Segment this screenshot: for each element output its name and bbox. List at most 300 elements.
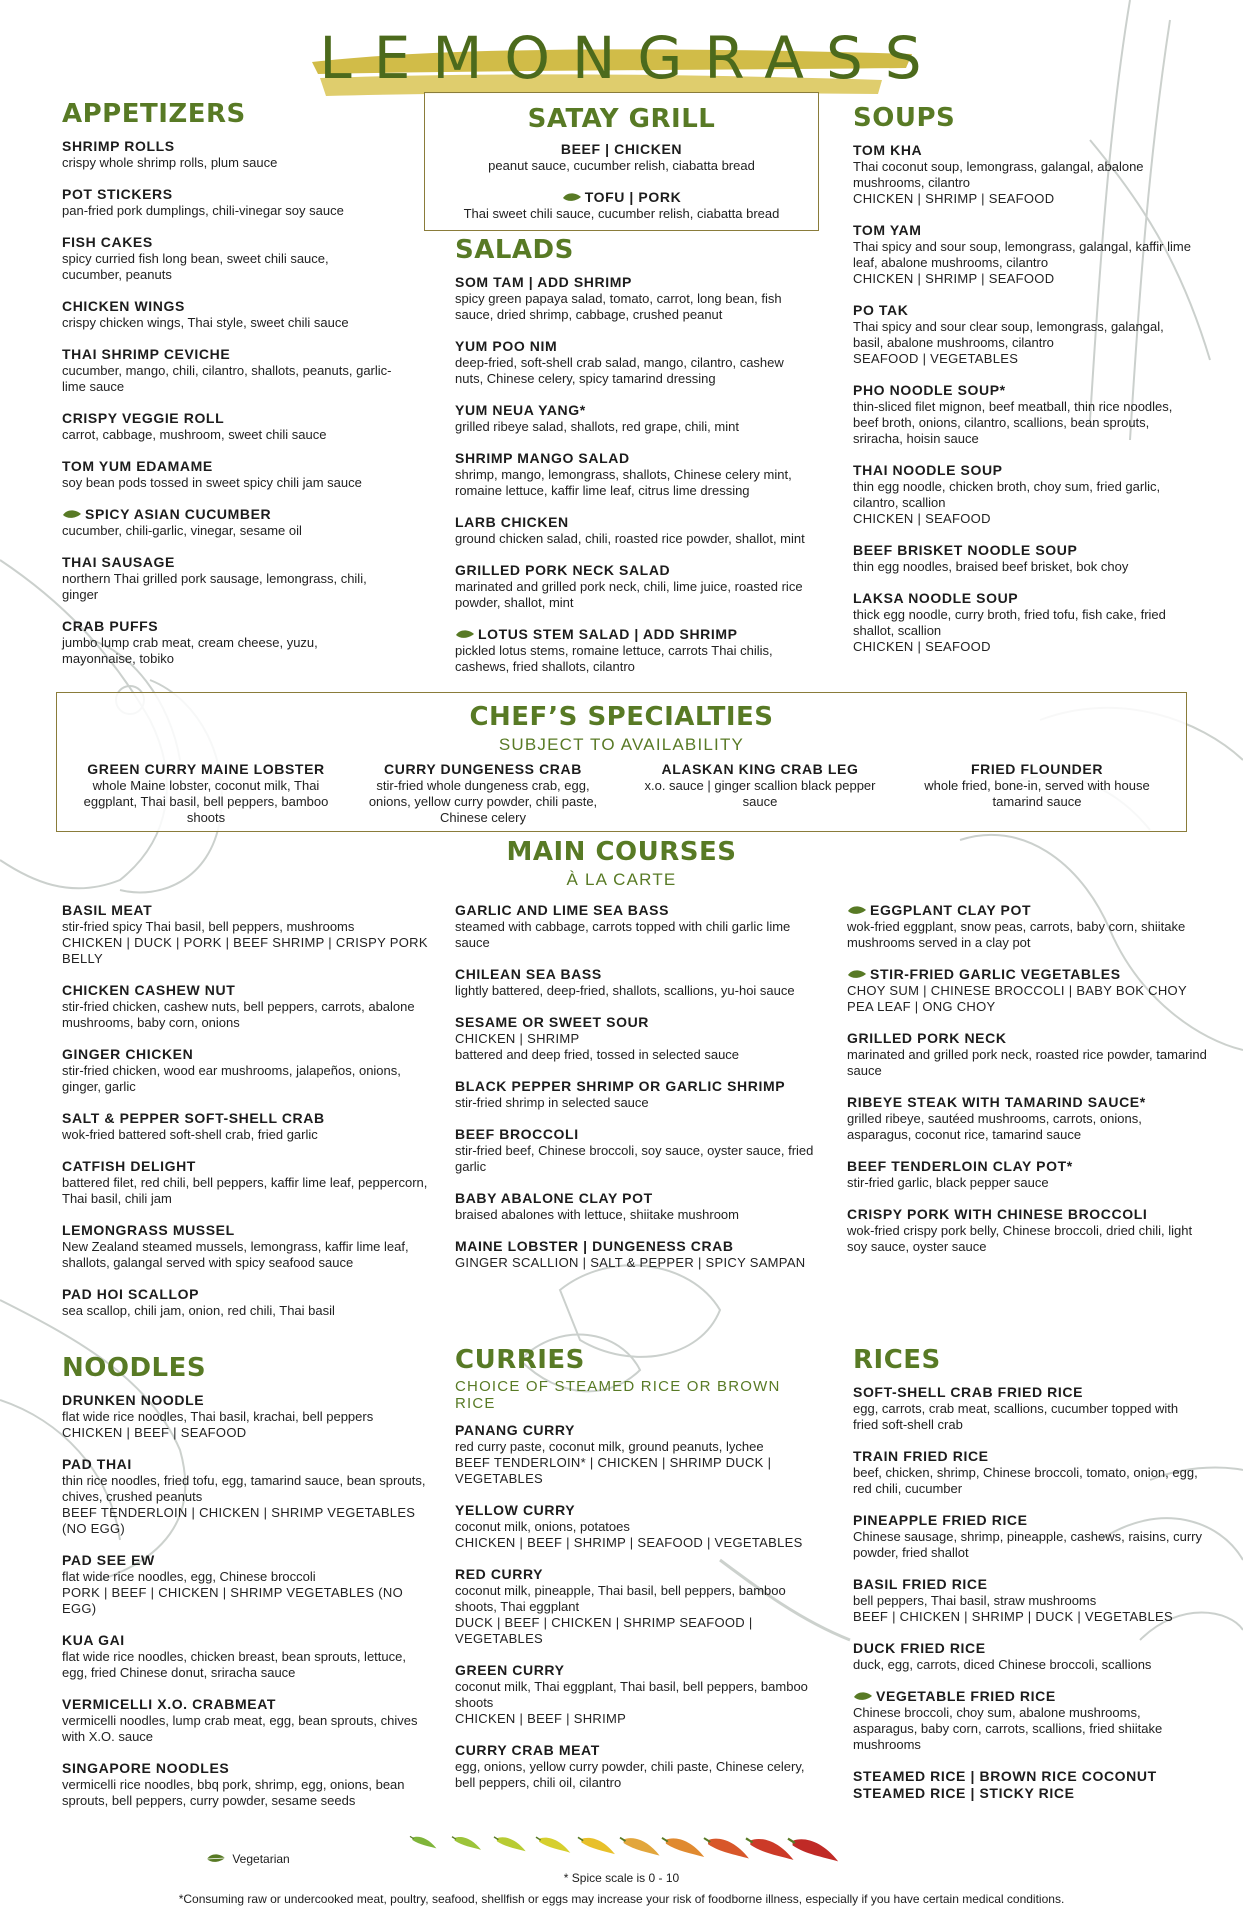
menu-item-name-text: PANANG CURRY xyxy=(455,1422,575,1438)
menu-item xyxy=(62,1392,432,1441)
chili-pepper-icon xyxy=(620,1838,660,1856)
menu-item-description: coconut milk, onions, potatoes xyxy=(455,1519,630,1534)
menu-item-name xyxy=(853,302,1193,319)
menu-item-description: cucumber, chili-garlic, vinegar, sesame oil xyxy=(62,523,302,538)
menu-item-name xyxy=(853,1512,1203,1529)
menu-item xyxy=(62,1046,432,1095)
menu-item xyxy=(455,1742,825,1791)
menu-item-name xyxy=(853,1576,1203,1593)
section-heading: SOUPS xyxy=(853,103,956,133)
menu-item-options: GINGER SCALLION | SALT & PEPPER | SPICY SAMPAN xyxy=(455,1255,806,1270)
menu-item xyxy=(455,1078,825,1111)
menu-item-name-text: SOM TAM | ADD SHRIMP xyxy=(455,274,632,290)
chefs-specialties-box xyxy=(56,692,1187,832)
menu-item-name-text: THAI NOODLE SOUP xyxy=(853,462,1003,478)
menu-item-description: wok-fried crispy pork belly, Chinese broccoli, dried chili, light soy sauce, oyster sauce xyxy=(847,1223,1193,1254)
menu-item-options: BEEF TENDERLOIN | CHICKEN | SHRIMP VEGETABLES (NO EGG) xyxy=(62,1505,416,1536)
soups-section xyxy=(853,102,1193,670)
menu-item-name-text: GREEN CURRY MAINE LOBSTER xyxy=(87,761,325,777)
menu-item-description: grilled ribeye salad, shallots, red grape, chili, mint xyxy=(455,419,739,434)
menu-item xyxy=(455,1662,825,1727)
menu-item-name xyxy=(847,966,1207,983)
menu-item-description: coconut milk, Thai eggplant, Thai basil, bell peppers, bamboo shoots xyxy=(455,1679,808,1710)
menu-item-name-text: VERMICELLI X.O. CRABMEAT xyxy=(62,1696,277,1712)
menu-item-options: CHICKEN | SHRIMP | SEAFOOD xyxy=(853,191,1055,206)
menu-item-name-text: PO TAK xyxy=(853,302,909,318)
menu-item-description: duck, egg, carrots, diced Chinese broccoli, scallions xyxy=(853,1657,1152,1672)
menu-item-description: northern Thai grilled pork sausage, lemongrass, chili, ginger xyxy=(62,571,367,602)
menu-item-name xyxy=(455,1566,825,1583)
menu-item-name xyxy=(62,1392,432,1409)
menu-item-description: flat wide rice noodles, egg, Chinese broccoli xyxy=(62,1569,316,1584)
menu-item-name xyxy=(455,626,815,643)
section-heading: CURRIES xyxy=(455,1345,585,1375)
menu-item-name xyxy=(81,761,331,778)
menu-item-name xyxy=(455,1014,825,1031)
menu-item-name xyxy=(62,618,392,635)
menu-item-name xyxy=(455,402,815,419)
menu-item-description: Chinese broccoli, choy sum, abalone mushrooms, asparagus, baby corn, carrots, scallions, fried shiitake mushrooms xyxy=(853,1705,1163,1752)
menu-item-description: Chinese sausage, shrimp, pineapple, cashews, raisins, curry powder, fried shallot xyxy=(853,1529,1203,1560)
menu-item xyxy=(62,1286,432,1319)
menu-item-name xyxy=(853,222,1193,239)
menu-item-options: CHICKEN | BEEF | SHRIMP xyxy=(455,1711,627,1726)
menu-item-name-text: DRUNKEN NOODLE xyxy=(62,1392,205,1408)
menu-item xyxy=(62,234,392,283)
menu-item-name-text: TRAIN FRIED RICE xyxy=(853,1448,989,1464)
menu-item-description: spicy green papaya salad, tomato, carrot, long bean, fish sauce, dried shrimp, cabbage, crushed peanut xyxy=(455,291,782,322)
menu-item-name-text: THAI SAUSAGE xyxy=(62,554,175,570)
menu-item-name-text: TOM YUM EDAMAME xyxy=(62,458,213,474)
menu-item-name xyxy=(847,1158,1207,1175)
menu-item-options: BEEF TENDERLOIN* | CHICKEN | SHRIMP DUCK | VEGETABLES xyxy=(455,1455,772,1486)
menu-item-name xyxy=(62,1158,432,1175)
menu-item-name-text: SHRIMP ROLLS xyxy=(62,138,175,154)
menu-item xyxy=(358,761,608,826)
menu-item xyxy=(853,382,1193,447)
menu-item-description: marinated and grilled pork neck, roasted rice powder, tamarind sauce xyxy=(847,1047,1207,1078)
menu-item-description: grilled ribeye, sautéed mushrooms, carrots, onions, asparagus, coconut rice, tamarind sauce xyxy=(847,1111,1142,1142)
menu-item-name-text: CRISPY PORK WITH CHINESE BROCCOLI xyxy=(847,1206,1148,1222)
menu-item-name-text: YELLOW CURRY xyxy=(455,1502,576,1518)
chili-pepper-icon xyxy=(662,1838,704,1857)
main-courses-col3 xyxy=(847,902,1207,1270)
menu-item xyxy=(62,618,392,667)
menu-item-name-text: CATFISH DELIGHT xyxy=(62,1158,196,1174)
menu-item-name xyxy=(853,1448,1203,1465)
menu-item xyxy=(912,761,1162,826)
menu-item xyxy=(847,1094,1207,1143)
menu-item-description: peanut sauce, cucumber relish, ciabatta bread xyxy=(488,158,755,173)
menu-item-description: pickled lotus stems, romaine lettuce, carrots Thai chilis, cashews, fried shallots, cilantro xyxy=(455,643,773,674)
menu-item xyxy=(62,458,392,491)
menu-item xyxy=(455,562,815,611)
section-subheading: SUBJECT TO AVAILABILITY xyxy=(498,735,745,754)
menu-item xyxy=(455,450,815,499)
menu-item-name-text: CHICKEN WINGS xyxy=(62,298,185,314)
menu-item-name xyxy=(62,410,392,427)
restaurant-title: LEMONGRASS xyxy=(319,24,944,92)
leaf-icon xyxy=(206,1853,226,1864)
chili-pepper-icon xyxy=(410,1836,436,1848)
menu-item-name xyxy=(853,462,1193,479)
menu-item-name-text: STEAMED RICE | BROWN RICE COCONUT STEAMED RICE | STICKY RICE xyxy=(853,1768,1157,1801)
chili-pepper-icon xyxy=(494,1837,526,1851)
leaf-icon xyxy=(847,969,867,980)
menu-item-name xyxy=(455,274,815,291)
menu-item-description: cucumber, mango, chili, cilantro, shallots, peanuts, garlic-lime sauce xyxy=(62,363,392,394)
menu-item xyxy=(847,902,1207,951)
menu-item-options: CHICKEN | BEEF | SHRIMP | SEAFOOD | VEGETABLES xyxy=(455,1535,803,1550)
menu-item-name xyxy=(62,1286,432,1303)
menu-item-description: Thai coconut soup, lemongrass, galangal, abalone mushrooms, cilantro xyxy=(853,159,1144,190)
curries-section xyxy=(455,1344,825,1806)
menu-item-name-text: POT STICKERS xyxy=(62,186,173,202)
menu-item-name-text: SALT & PEPPER SOFT-SHELL CRAB xyxy=(62,1110,325,1126)
menu-item xyxy=(455,966,825,999)
menu-item-description: bell peppers, Thai basil, straw mushrooms xyxy=(853,1593,1097,1608)
menu-item-name xyxy=(853,142,1193,159)
menu-item-description: stir-fried chicken, wood ear mushrooms, jalapeños, onions, ginger, garlic xyxy=(62,1063,401,1094)
menu-item xyxy=(62,1760,432,1809)
menu-item-options: CHICKEN | SEAFOOD xyxy=(853,639,991,654)
section-heading: NOODLES xyxy=(62,1353,207,1383)
menu-item xyxy=(455,902,825,951)
menu-item-name xyxy=(455,902,825,919)
menu-item-description: vermicelli noodles, lump crab meat, egg, bean sprouts, chives with X.O. sauce xyxy=(62,1713,418,1744)
menu-item-description: braised abalones with lettuce, shiitake mushroom xyxy=(455,1207,739,1222)
menu-item-name xyxy=(62,902,432,919)
menu-item xyxy=(62,346,392,395)
menu-item-name-text: CHILEAN SEA BASS xyxy=(455,966,602,982)
main-courses-header xyxy=(0,836,1243,900)
menu-item-name xyxy=(62,1456,432,1473)
section-heading: RICES xyxy=(853,1345,941,1375)
menu-item xyxy=(455,1422,825,1487)
menu-item-description: ground chicken salad, chili, roasted rice powder, shallot, mint xyxy=(455,531,805,546)
menu-item xyxy=(62,138,392,171)
menu-item xyxy=(455,1126,825,1175)
menu-item-name xyxy=(425,189,818,206)
chili-pepper-icon xyxy=(536,1837,570,1853)
menu-item-name xyxy=(455,1238,825,1255)
menu-item-description: stir-fried spicy Thai basil, bell peppers, mushrooms xyxy=(62,919,355,934)
menu-item-name xyxy=(62,554,392,571)
menu-item-name-text: BASIL MEAT xyxy=(62,902,153,918)
menu-item-name-text: BABY ABALONE CLAY POT xyxy=(455,1190,653,1206)
menu-item-name-text: PHO NOODLE SOUP* xyxy=(853,382,1006,398)
menu-item-description: Thai spicy and sour soup, lemongrass, galangal, kaffir lime leaf, abalone mushrooms, cilantro xyxy=(853,239,1191,270)
menu-item-name-text: EGGPLANT CLAY POT xyxy=(870,902,1032,918)
menu-item xyxy=(62,1552,432,1617)
menu-item xyxy=(635,761,885,826)
menu-item-description: egg, carrots, crab meat, scallions, cucumber topped with fried soft-shell crab xyxy=(853,1401,1179,1432)
menu-item-description: flat wide rice noodles, chicken breast, bean sprouts, lettuce, egg, fried Chinese donut, sriracha sauce xyxy=(62,1649,406,1680)
section-subheading: À LA CARTE xyxy=(566,870,677,889)
menu-item-name xyxy=(847,1206,1207,1223)
menu-item xyxy=(62,1158,432,1207)
menu-item xyxy=(62,902,432,967)
menu-item-name xyxy=(853,1640,1203,1657)
chili-pepper-icon xyxy=(704,1838,749,1858)
menu-item xyxy=(62,506,392,539)
menu-item-description: wok-fried battered soft-shell crab, fried garlic xyxy=(62,1127,318,1142)
menu-item-name xyxy=(455,1422,825,1439)
menu-item-options: CHICKEN | DUCK | PORK | BEEF SHRIMP | CRISPY PORK BELLY xyxy=(62,935,428,966)
menu-item-name xyxy=(853,382,1193,399)
menu-item xyxy=(62,982,432,1031)
chili-pepper-icon xyxy=(788,1839,838,1862)
menu-item-name xyxy=(853,1384,1203,1401)
menu-item-description: steamed with cabbage, carrots topped with chili garlic lime sauce xyxy=(455,919,791,950)
chili-pepper-icon xyxy=(746,1838,794,1860)
menu-item-description: vermicelli rice noodles, bbq pork, shrimp, egg, onions, bean sprouts, bell peppers, curry powder, sesame seeds xyxy=(62,1777,405,1808)
menu-item-name-text: PAD SEE EW xyxy=(62,1552,155,1568)
menu-item-name-text: MAINE LOBSTER | DUNGENESS CRAB xyxy=(455,1238,734,1254)
menu-item-description: pan-fried pork dumplings, chili-vinegar soy sauce xyxy=(62,203,344,218)
menu-item-name xyxy=(62,1110,432,1127)
menu-item-name-text: CURRY CRAB MEAT xyxy=(455,1742,600,1758)
menu-item-description: crispy whole shrimp rolls, plum sauce xyxy=(62,155,278,170)
menu-item-name-text: TOM KHA xyxy=(853,142,923,158)
menu-item xyxy=(853,302,1193,367)
menu-item-name-text: STIR-FRIED GARLIC VEGETABLES xyxy=(870,966,1121,982)
menu-item-description: deep-fried, soft-shell crab salad, mango, cilantro, cashew nuts, Chinese celery, spicy tamarind dressing xyxy=(455,355,784,386)
menu-item-name xyxy=(635,761,885,778)
menu-item-name xyxy=(425,141,818,158)
menu-item xyxy=(455,1238,825,1271)
menu-item xyxy=(853,1688,1203,1753)
menu-item-name xyxy=(455,1502,825,1519)
menu-item-description: soy bean pods tossed in sweet spicy chili jam sauce xyxy=(62,475,362,490)
menu-item xyxy=(853,1512,1203,1561)
menu-item-description: battered and deep fried, tossed in selected sauce xyxy=(455,1047,740,1062)
menu-item-name-text: SESAME OR SWEET SOUR xyxy=(455,1014,650,1030)
menu-item-name-text: LEMONGRASS MUSSEL xyxy=(62,1222,235,1238)
menu-item-name-text: SPICY ASIAN CUCUMBER xyxy=(85,506,272,522)
menu-item-options: CHICKEN | SHRIMP | SEAFOOD xyxy=(853,271,1055,286)
menu-item-name xyxy=(455,514,815,531)
menu-item-name xyxy=(62,186,392,203)
menu-item-name-text: BEEF BRISKET NOODLE SOUP xyxy=(853,542,1078,558)
menu-item-name-text: GRILLED PORK NECK SALAD xyxy=(455,562,671,578)
menu-item xyxy=(62,410,392,443)
menu-item xyxy=(847,1158,1207,1191)
menu-item xyxy=(455,1014,825,1063)
menu-item-name xyxy=(455,450,815,467)
menu-item-description: Thai spicy and sour clear soup, lemongrass, galangal, basil, abalone mushrooms, cilantro xyxy=(853,319,1164,350)
salads-section xyxy=(455,234,815,690)
leaf-icon xyxy=(847,905,867,916)
menu-item-options: DUCK | BEEF | CHICKEN | SHRIMP SEAFOOD | VEGETABLES xyxy=(455,1615,753,1646)
menu-item-name-text: KUA GAI xyxy=(62,1632,125,1648)
menu-item-description: thin egg noodle, chicken broth, choy sum, fried garlic, cilantro, scallion xyxy=(853,479,1161,510)
menu-item-description: shrimp, mango, lemongrass, shallots, Chinese celery mint, romaine lettuce, kaffir lime leaf, citrus lime dressing xyxy=(455,467,792,498)
menu-item xyxy=(455,338,815,387)
menu-item xyxy=(853,590,1193,655)
menu-item-description: stir-fried whole dungeness crab, egg, onions, yellow curry powder, chili paste, Chinese celery xyxy=(368,778,598,825)
spice-scale xyxy=(400,1826,840,1866)
chili-pepper-icon xyxy=(452,1837,481,1850)
section-heading: MAIN COURSES xyxy=(506,837,737,867)
menu-item xyxy=(853,1576,1203,1625)
menu-item-name-text: BASIL FRIED RICE xyxy=(853,1576,988,1592)
main-courses-col1 xyxy=(62,902,432,1334)
menu-item-name-text: CRAB PUFFS xyxy=(62,618,159,634)
menu-item-name-text: FISH CAKES xyxy=(62,234,153,250)
menu-item-description: New Zealand steamed mussels, lemongrass, kaffir lime leaf, shallots, galangal served with spicy seafood sauce xyxy=(62,1239,409,1270)
menu-item-name-text: CRISPY VEGGIE ROLL xyxy=(62,410,225,426)
menu-item-name-text: BLACK PEPPER SHRIMP OR GARLIC SHRIMP xyxy=(455,1078,786,1094)
chili-pepper-icon xyxy=(578,1837,615,1854)
menu-item xyxy=(62,186,392,219)
menu-item xyxy=(853,542,1193,575)
noodles-section xyxy=(62,1352,432,1824)
leaf-icon xyxy=(853,1691,873,1702)
section-heading: SALADS xyxy=(455,235,574,265)
menu-item-name-text: PINEAPPLE FRIED RICE xyxy=(853,1512,1028,1528)
menu-item xyxy=(853,1768,1203,1802)
menu-item xyxy=(853,142,1193,207)
menu-item-description: jumbo lump crab meat, cream cheese, yuzu, mayonnaise, tobiko xyxy=(62,635,318,666)
menu-item xyxy=(62,1222,432,1271)
main-courses-col2 xyxy=(455,902,825,1286)
menu-item-name-text: LAKSA NOODLE SOUP xyxy=(853,590,1019,606)
menu-item-name xyxy=(62,1222,432,1239)
section-subheading: CHOICE OF STEAMED RICE OR BROWN RICE xyxy=(455,1378,781,1412)
menu-item-name-text: TOM YAM xyxy=(853,222,922,238)
menu-item-name xyxy=(62,138,392,155)
menu-item-name xyxy=(62,1632,432,1649)
menu-item-options: CHOY SUM | CHINESE BROCCOLI | BABY BOK CHOY PEA LEAF | ONG CHOY xyxy=(847,983,1187,1014)
menu-item-name-text: YUM POO NIM xyxy=(455,338,558,354)
menu-item-description: marinated and grilled pork neck, chili, lime juice, roasted rice powder, shallot, mint xyxy=(455,579,803,610)
menu-item xyxy=(455,1190,825,1223)
leaf-icon xyxy=(455,629,475,640)
menu-item xyxy=(847,1206,1207,1255)
menu-item-description: thick egg noodle, curry broth, fried tofu, fish cake, fried shallot, scallion xyxy=(853,607,1166,638)
menu-item-name xyxy=(847,902,1207,919)
menu-item xyxy=(853,1448,1203,1497)
menu-item-name-text: SHRIMP MANGO SALAD xyxy=(455,450,630,466)
section-heading: CHEF’S SPECIALTIES xyxy=(469,702,774,732)
menu-item-name xyxy=(455,562,815,579)
menu-item-description: battered filet, red chili, bell peppers, kaffir lime leaf, peppercorn, Thai basil, chili jam xyxy=(62,1175,428,1206)
menu-item-name xyxy=(62,298,392,315)
leaf-icon xyxy=(562,192,582,203)
menu-item-name xyxy=(62,1760,432,1777)
menu-item-name-text: TOFU | PORK xyxy=(584,189,682,205)
menu-item-name-text: CURRY DUNGENESS CRAB xyxy=(384,761,582,777)
menu-item-name xyxy=(62,1046,432,1063)
menu-item xyxy=(455,626,815,675)
vegetarian-legend xyxy=(206,1852,290,1866)
menu-item-description: whole fried, bone-in, served with house tamarind sauce xyxy=(924,778,1150,809)
menu-item xyxy=(853,1384,1203,1433)
menu-item-name-text: THAI SHRIMP CEVICHE xyxy=(62,346,231,362)
menu-item-name xyxy=(455,1126,825,1143)
satay-grill-box xyxy=(424,92,819,231)
menu-item-description: sea scallop, chili jam, onion, red chili, Thai basil xyxy=(62,1303,335,1318)
menu-item-description: spicy curried fish long bean, sweet chili sauce, cucumber, peanuts xyxy=(62,251,329,282)
appetizers-section xyxy=(62,98,392,682)
menu-item xyxy=(853,222,1193,287)
menu-item-options: CHICKEN | SHRIMP xyxy=(455,1031,580,1046)
menu-item-name xyxy=(847,1030,1207,1047)
menu-item xyxy=(455,514,815,547)
menu-item xyxy=(455,274,815,323)
menu-item-description: egg, onions, yellow curry powder, chili paste, Chinese celery, bell peppers, chili oil, cilantro xyxy=(455,1759,805,1790)
menu-item-options: CHICKEN | BEEF | SEAFOOD xyxy=(62,1425,247,1440)
menu-item-description: coconut milk, pineapple, Thai basil, bell peppers, bamboo shoots, Thai eggplant xyxy=(455,1583,786,1614)
menu-item xyxy=(81,761,331,826)
menu-item-name-text: LOTUS STEM SALAD | ADD SHRIMP xyxy=(478,626,738,642)
section-heading: SATAY GRILL xyxy=(527,104,716,134)
menu-item-description: carrot, cabbage, mushroom, sweet chili sauce xyxy=(62,427,327,442)
menu-item-description: x.o. sauce | ginger scallion black pepper sauce xyxy=(644,778,876,809)
menu-item-description: thin egg noodles, braised beef brisket, bok choy xyxy=(853,559,1129,574)
spice-scale-note: * Spice scale is 0 - 10 xyxy=(563,1871,680,1885)
menu-item xyxy=(425,189,818,222)
menu-item-name xyxy=(455,1078,825,1095)
menu-item-name-text: ALASKAN KING CRAB LEG xyxy=(661,761,859,777)
menu-item-options: BEEF | CHICKEN | SHRIMP | DUCK | VEGETABLES xyxy=(853,1609,1173,1624)
menu-item-name xyxy=(62,1696,432,1713)
menu-item-description: flat wide rice noodles, Thai basil, krachai, bell peppers xyxy=(62,1409,374,1424)
menu-item-name xyxy=(912,761,1162,778)
menu-item-name xyxy=(358,761,608,778)
menu-item-name-text: PAD THAI xyxy=(62,1456,132,1472)
menu-item xyxy=(455,1502,825,1551)
menu-item xyxy=(455,1566,825,1647)
menu-item-name xyxy=(455,1742,825,1759)
menu-item-description: wok-fried eggplant, snow peas, carrots, baby corn, shiitake mushrooms served in a clay pot xyxy=(847,919,1186,950)
menu-item-name xyxy=(455,1190,825,1207)
menu-item-name xyxy=(62,234,392,251)
menu-item xyxy=(62,1110,432,1143)
rices-section xyxy=(853,1344,1203,1817)
menu-item-name-text: BEEF BROCCOLI xyxy=(455,1126,579,1142)
menu-item xyxy=(62,554,392,603)
menu-item-description: Thai sweet chili sauce, cucumber relish, ciabatta bread xyxy=(463,206,780,221)
menu-item xyxy=(455,402,815,435)
menu-item-name xyxy=(62,458,392,475)
menu-item-options: PORK | BEEF | CHICKEN | SHRIMP VEGETABLES (NO EGG) xyxy=(62,1585,403,1616)
menu-item-description: whole Maine lobster, coconut milk, Thai eggplant, Thai basil, bell peppers, bamboo shoots xyxy=(83,778,329,825)
menu-item-name-text: RED CURRY xyxy=(455,1566,544,1582)
menu-item-options: SEAFOOD | VEGETABLES xyxy=(853,351,1019,366)
menu-item-name-text: BEEF TENDERLOIN CLAY POT* xyxy=(847,1158,1073,1174)
leaf-icon xyxy=(62,509,82,520)
menu-item-name-text: RIBEYE STEAK WITH TAMARIND SAUCE* xyxy=(847,1094,1146,1110)
menu-item-name xyxy=(62,982,432,999)
menu-item-name xyxy=(853,1768,1203,1802)
menu-item-name-text: FRIED FLOUNDER xyxy=(970,761,1104,777)
menu-item-name-text: LARB CHICKEN xyxy=(455,514,569,530)
menu-item-name xyxy=(853,1688,1203,1705)
menu-item xyxy=(62,1696,432,1745)
menu-item-description: stir-fried shrimp in selected sauce xyxy=(455,1095,649,1110)
menu-item-name-text: SINGAPORE NOODLES xyxy=(62,1760,230,1776)
menu-item-name-text: DUCK FRIED RICE xyxy=(853,1640,986,1656)
menu-item-name xyxy=(847,1094,1207,1111)
menu-item xyxy=(425,141,818,174)
menu-item-description: red curry paste, coconut milk, ground peanuts, lychee xyxy=(455,1439,764,1454)
menu-item-description: stir-fried garlic, black pepper sauce xyxy=(847,1175,1049,1190)
menu-item-name xyxy=(455,338,815,355)
menu-item-name-text: GREEN CURRY xyxy=(455,1662,565,1678)
menu-item-name xyxy=(853,590,1193,607)
